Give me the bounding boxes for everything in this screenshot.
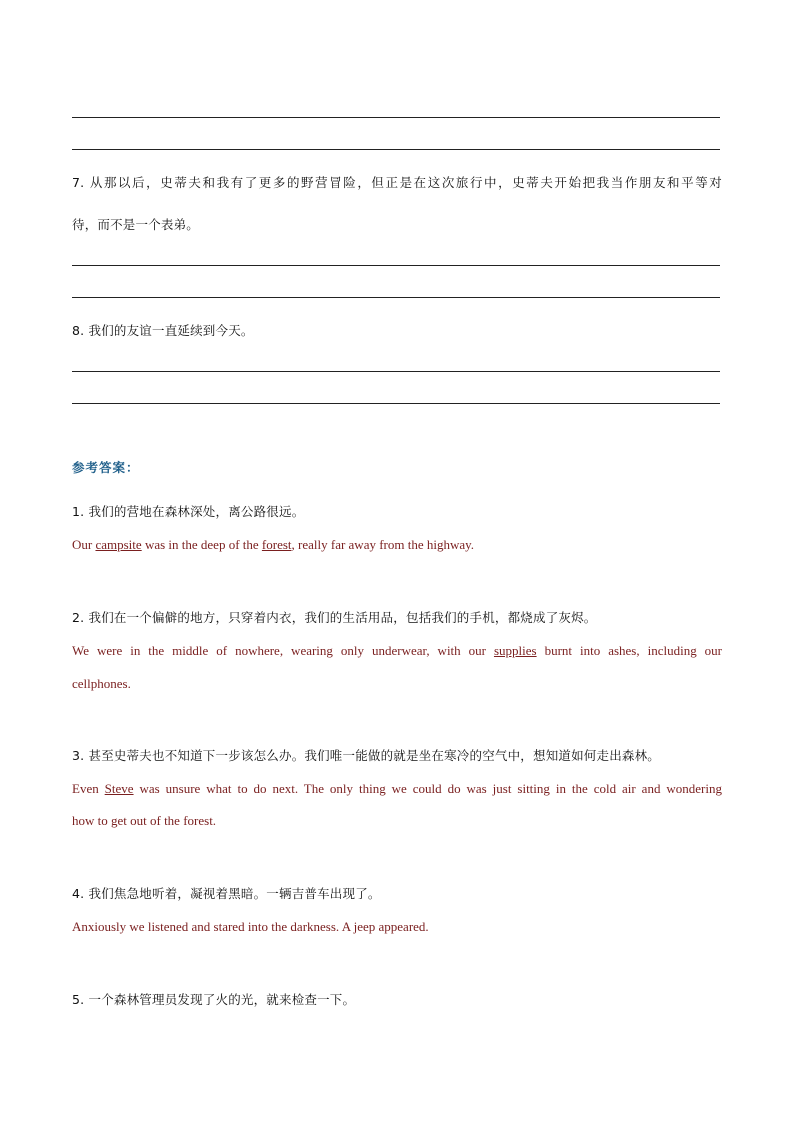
underlined-word: Steve xyxy=(104,781,134,796)
answer-1-english xyxy=(72,537,474,553)
underlined-word: supplies xyxy=(493,643,537,658)
answer-5-chinese: 5. 一个森林管理员发现了火的光，就来检查一下。 xyxy=(72,992,356,1007)
answer-3-english-line-2: how to get out of the forest. xyxy=(72,813,217,828)
answer-1-chinese: 1. 我们的营地在森林深处，离公路很远。 xyxy=(72,504,305,519)
answer-4-chinese: 4. 我们焦急地听着，凝视着黑暗。一辆吉普车出现了。 xyxy=(72,886,381,901)
answer-blank-line xyxy=(72,265,720,266)
answer-1-text: was in the deep of the xyxy=(141,537,262,552)
question-8-line-1: 8. 我们的友谊一直延续到今天。 xyxy=(72,323,254,338)
answer-blank-line xyxy=(72,297,720,298)
answer-3-chinese: 3. 甚至史蒂夫也不知道下一步该怎么办。我们唯一能做的就是坐在寒冷的空气中，想知道如何走出森林。 xyxy=(72,748,661,763)
answer-3-text: was unsure what to do next. The only thing we could do was just sitting in the cold air and wondering xyxy=(133,781,722,796)
answer-1-text: Our xyxy=(72,537,96,552)
answer-3-text: Even xyxy=(72,781,105,796)
answer-1-text: , really far away from the highway. xyxy=(291,537,475,552)
answer-2-english-line-2: cellphones. xyxy=(72,676,131,691)
answer-blank-line xyxy=(72,371,720,372)
answer-2-text: We were in the middle of nowhere, wearing only underwear, with our xyxy=(72,643,494,658)
answer-2-text: burnt into ashes, including our xyxy=(536,643,723,658)
underlined-word: campsite xyxy=(95,537,142,552)
underlined-word: forest xyxy=(261,537,292,552)
answer-blank-line xyxy=(72,403,720,404)
answer-blank-line xyxy=(72,117,720,118)
answer-2-chinese: 2. 我们在一个偏僻的地方，只穿着内衣，我们的生活用品，包括我们的手机，都烧成了灰烬。 xyxy=(72,610,597,625)
answer-4-english: Anxiously we listened and stared into the darkness. A jeep appeared. xyxy=(72,919,429,934)
answer-blank-line xyxy=(72,149,720,150)
answer-3-english-line-1 xyxy=(72,781,722,797)
question-7-line-1: 7. 从那以后，史蒂夫和我有了更多的野营冒险，但正是在这次旅行中，史蒂夫开始把我当作朋友和平等对 xyxy=(72,175,722,190)
question-7-line-2: 待，而不是一个表弟。 xyxy=(72,217,200,232)
answer-2-english-line-1 xyxy=(72,643,722,659)
answers-heading: 参考答案： xyxy=(72,460,140,475)
